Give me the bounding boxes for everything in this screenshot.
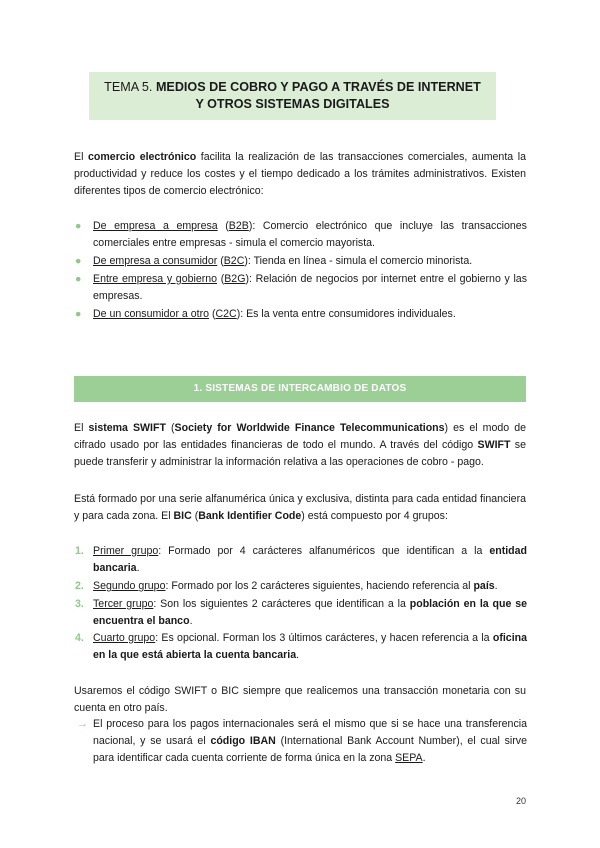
page-number: 20 <box>516 796 527 806</box>
intro-paragraph: El comercio electrónico facilita la realización de las transacciones comerciales, aumenta la productividad y reduce los costes y el tiempo dedicado a los trámites administrativos. Existen diferentes tipos de comercio electrónico: <box>74 151 526 197</box>
group-item-3: Tercer grupo: Son los siguientes 2 carácteres que identifican a la población en la que se encuentra el banco. <box>93 598 527 627</box>
group-item-1: Primer grupo: Formado por 4 carácteres alfanuméricos que identifican a la entidad bancaria. <box>93 545 527 574</box>
arrow-right-icon: → <box>77 718 88 730</box>
list-number: 3. <box>75 598 84 610</box>
bic-paragraph: Está formado por una serie alfanumérica única y exclusiva, distinta para cada entidad financiera y para cada zona. El BIC (Bank Identifier Code) está compuesto por 4 grupos: <box>74 493 526 522</box>
chapter-title <box>89 72 496 120</box>
group-item-2: Segundo grupo: Formado por los 2 carácteres siguientes, haciendo referencia al país. <box>93 580 498 592</box>
group-item-4: Cuarto grupo: Es opcional. Forman los 3 últimos carácteres, y hacen referencia a la oficina en la que está abierta la cuenta bancaria. <box>93 632 527 661</box>
list-item-b2b: De empresa a empresa (B2B): Comercio electrónico que incluye las transacciones comerciales entre empresas - simula el comercio mayorista. <box>93 220 527 249</box>
list-number: 4. <box>75 632 84 644</box>
term-comercio-electronico: comercio electrónico <box>88 151 197 163</box>
title-prefix: TEMA 5. <box>104 80 156 94</box>
section-header: 1. SISTEMAS DE INTERCAMBIO DE DATOS <box>74 376 526 402</box>
iban-note: El proceso para los pagos internacionales será el mismo que si se hace una transferencia nacional, y se usará el código IBAN (International Bank Account Number), el cual sirve para identificar cada cuenta corriente de forma única en la zona SEPA. <box>93 718 527 764</box>
bullet-icon: ● <box>75 255 82 267</box>
sepa-term: SEPA <box>395 752 423 764</box>
bullet-icon: ● <box>75 273 82 285</box>
list-number: 2. <box>75 580 84 592</box>
list-item-b2g: Entre empresa y gobierno (B2G): Relación de negocios por internet entre el gobierno y las empresas. <box>93 273 527 302</box>
bullet-icon: ● <box>75 308 82 320</box>
swift-paragraph: El sistema SWIFT (Society for Worldwide Finance Telecommunications) es el modo de cifrado usado por las entidades financieras de todo el mundo. A través del código SWIFT se puede transferir y administrar la información relativa a las operaciones de cobro - pago. <box>74 422 526 468</box>
title-line2: Y OTROS SISTEMAS DIGITALES <box>195 97 390 111</box>
list-item-c2c: De un consumidor a otro (C2C): Es la venta entre consumidores individuales. <box>93 308 456 320</box>
list-item-b2c: De empresa a consumidor (B2C): Tienda en línea - simula el comercio minorista. <box>93 255 473 267</box>
usage-paragraph: Usaremos el código SWIFT o BIC siempre que realicemos una transacción monetaria con su cuenta en otro país. <box>74 685 526 714</box>
title-line1: MEDIOS DE COBRO Y PAGO A TRAVÉS DE INTERNET <box>155 80 481 94</box>
list-number: 1. <box>75 545 84 557</box>
bullet-icon: ● <box>75 220 82 232</box>
